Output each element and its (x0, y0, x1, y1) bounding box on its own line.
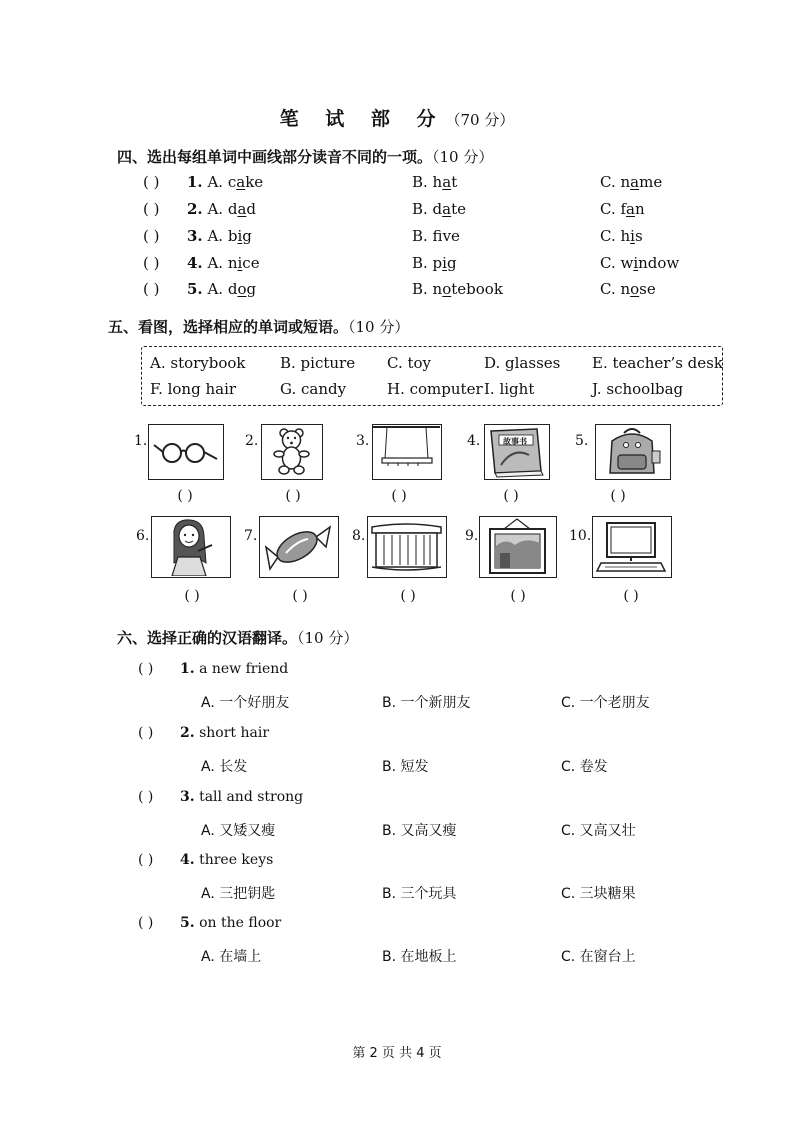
section4-points: （10 分） (432, 148, 494, 166)
picture-label: 9. (465, 528, 479, 544)
question-row (180, 789, 303, 805)
section4-heading (117, 146, 493, 167)
option-c-rest: s (634, 227, 643, 245)
underlined-letter: a (236, 173, 246, 191)
question-number: 4. (180, 852, 195, 868)
picture-label: 8. (352, 528, 366, 544)
option-a: A. 三把钥匙 (201, 886, 276, 902)
picture-1 (148, 424, 224, 480)
underlined-letter: i (633, 254, 639, 272)
picture-label: 3. (356, 433, 370, 449)
english-phrase: on the floor (199, 915, 282, 931)
paren[interactable]: ( ) (138, 725, 154, 741)
underlined-letter: a (237, 200, 247, 218)
word-bank-item: H. computer (387, 380, 483, 398)
answer-blank[interactable]: ( ) (610, 488, 626, 504)
answer-blank[interactable] (143, 173, 159, 191)
paren[interactable]: ( ) (143, 280, 160, 298)
option-b-cell (412, 173, 457, 191)
english-phrase: short hair (199, 725, 270, 741)
option-b-cell (382, 756, 429, 776)
option-c-rest: ndow (638, 254, 680, 272)
underlined-letter: a (442, 200, 452, 218)
teachers-desk-icon (368, 517, 445, 576)
answer-blank[interactable]: ( ) (510, 588, 526, 604)
option-c: C. w (600, 254, 634, 272)
word-bank-item: E. teacher’s desk (592, 354, 723, 372)
answer-blank[interactable] (143, 200, 159, 218)
option-c-cell (600, 173, 662, 191)
word-bank-item: J. schoolbag (592, 380, 684, 398)
option-c-cell (561, 946, 636, 966)
picture-label: 7. (244, 528, 258, 544)
question-number: 5. (187, 280, 203, 298)
option-b-cell (412, 254, 457, 272)
word-bank-item: I. light (484, 380, 535, 398)
answer-blank[interactable]: ( ) (503, 488, 519, 504)
underlined-letter: a (630, 173, 640, 191)
paren[interactable]: ( ) (138, 915, 154, 931)
paren[interactable]: ( ) (138, 789, 154, 805)
underlined-letter: i (442, 254, 447, 272)
storybook-icon (485, 425, 548, 478)
picture-7 (259, 516, 339, 578)
picture-label: 5. (575, 433, 589, 449)
picture-4 (484, 424, 550, 480)
underlined-letter: a (442, 173, 452, 191)
option-a: A. n (207, 254, 238, 272)
answer-blank[interactable] (143, 280, 159, 298)
picture-label: 2. (245, 433, 259, 449)
picture-2 (261, 424, 323, 480)
option-c: C. 又高又壮 (561, 823, 636, 839)
question-row (180, 852, 273, 868)
answer-blank[interactable] (138, 661, 153, 677)
question-row (187, 173, 263, 191)
framed-picture-icon (480, 517, 555, 576)
page-number: 第 2 页 共 4 页 (352, 1046, 442, 1061)
option-c-cell (600, 200, 645, 218)
option-a: A. 在墙上 (201, 949, 262, 965)
option-a-rest: g (246, 280, 257, 298)
option-b-cell (382, 820, 457, 840)
option-a-cell (201, 692, 289, 712)
option-c-cell (561, 883, 636, 903)
english-phrase: three keys (199, 852, 274, 868)
option-a-cell (201, 883, 275, 903)
option-a-cell (201, 946, 261, 966)
option-c: C. f (600, 200, 627, 218)
option-b: B. f (412, 227, 443, 245)
option-a: A. 又矮又瘦 (201, 823, 276, 839)
option-b: B. 又高又瘦 (382, 823, 457, 839)
option-a: A. c (207, 173, 237, 191)
answer-blank[interactable] (138, 789, 153, 805)
schoolbag-icon (596, 425, 669, 478)
title-text: 笔 试 部 分 (279, 108, 446, 130)
answer-blank[interactable]: ( ) (177, 488, 193, 504)
option-c: C. 在窗台上 (561, 949, 636, 965)
word-bank-item: F. long hair (150, 380, 237, 398)
option-b-rest: te (451, 200, 467, 218)
answer-blank[interactable] (143, 254, 159, 272)
option-c-rest: n (634, 200, 645, 218)
section6-heading (117, 627, 358, 648)
option-b: B. n (412, 280, 443, 298)
option-b-cell (412, 200, 466, 218)
glasses-icon (149, 425, 222, 478)
word-bank-item: G. candy (280, 380, 347, 398)
option-c: C. 卷发 (561, 759, 608, 775)
option-c: C. n (600, 280, 631, 298)
option-b: B. p (412, 254, 443, 272)
answer-blank[interactable] (138, 852, 153, 868)
underlined-letter: o (442, 280, 452, 298)
underlined-letter: i (237, 254, 243, 272)
option-a-rest: ke (245, 173, 264, 191)
section6-heading-text: 六、选择正确的汉语翻译。 (117, 629, 298, 647)
picture-label: 6. (136, 528, 150, 544)
question-row (180, 661, 288, 677)
question-row (180, 915, 281, 931)
option-a-rest: g (242, 227, 252, 245)
picture-6 (151, 516, 231, 578)
question-number: 3. (187, 227, 203, 245)
picture-5 (595, 424, 671, 480)
paren[interactable]: ( ) (138, 852, 154, 868)
long-hair-girl-icon (152, 517, 229, 576)
teddy-bear-icon (262, 425, 321, 478)
underlined-letter: a (626, 200, 635, 218)
storybook-title: 故事书 (503, 437, 527, 446)
option-b-cell (382, 946, 457, 966)
picture-3 (372, 424, 442, 480)
option-a: A. d (207, 280, 238, 298)
option-a: A. 一个好朋友 (201, 695, 290, 711)
option-c-cell (561, 692, 650, 712)
underlined-letter: i (630, 227, 635, 245)
option-c-cell (561, 756, 608, 776)
paren[interactable]: ( ) (143, 173, 160, 191)
option-b: B. d (412, 200, 443, 218)
section5-points: （10 分） (348, 318, 410, 336)
section5-heading (108, 316, 409, 337)
question-number: 1. (180, 661, 195, 677)
answer-blank[interactable]: ( ) (184, 588, 200, 604)
word-bank-item: B. picture (280, 354, 356, 372)
underlined-letter: o (630, 280, 640, 298)
picture-label: 1. (134, 433, 148, 449)
option-b-rest: g (446, 254, 457, 272)
option-b-cell (412, 227, 460, 245)
option-c-cell (600, 280, 656, 298)
question-row (187, 200, 256, 218)
option-b: B. h (412, 173, 443, 191)
answer-blank[interactable]: ( ) (623, 588, 639, 604)
option-b: B. 短发 (382, 759, 429, 775)
option-a-cell (201, 820, 275, 840)
option-a-cell (201, 756, 247, 776)
question-row (180, 725, 269, 741)
word-bank-item: D. glasses (484, 354, 561, 372)
option-b-cell (412, 280, 503, 298)
picture-9 (479, 516, 557, 578)
option-a-rest: ce (242, 254, 260, 272)
english-phrase: a new friend (199, 661, 289, 677)
picture-label: 10. (569, 528, 592, 544)
option-a: A. 长发 (201, 759, 248, 775)
option-b-rest: t (451, 173, 458, 191)
paren[interactable]: ( ) (138, 661, 154, 677)
picture-10 (592, 516, 672, 578)
question-row (187, 254, 260, 272)
answer-blank[interactable]: ( ) (400, 588, 416, 604)
answer-blank[interactable]: ( ) (391, 488, 407, 504)
word-bank-item: A. storybook (150, 354, 246, 372)
paren[interactable]: ( ) (143, 254, 160, 272)
paren[interactable]: ( ) (143, 200, 160, 218)
answer-blank[interactable]: ( ) (292, 588, 308, 604)
option-c-cell (600, 227, 643, 245)
option-b: B. 在地板上 (382, 949, 457, 965)
option-b-rest: tebook (451, 280, 503, 298)
option-c: C. 三块糖果 (561, 886, 636, 902)
section6-points: （10 分） (297, 629, 359, 647)
word-bank-item: C. toy (387, 354, 432, 372)
answer-blank[interactable] (138, 915, 153, 931)
answer-blank[interactable] (143, 227, 159, 245)
option-c-cell (561, 820, 636, 840)
option-c-cell (600, 254, 679, 272)
answer-blank[interactable]: ( ) (285, 488, 301, 504)
question-number: 3. (180, 789, 195, 805)
question-number: 2. (187, 200, 203, 218)
option-c: C. n (600, 173, 631, 191)
question-row (187, 227, 252, 245)
picture-8 (367, 516, 447, 578)
option-c: C. 一个老朋友 (561, 695, 650, 711)
candy-icon (260, 517, 337, 576)
section5-heading-text: 五、看图，选择相应的单词或短语。 (108, 318, 349, 336)
underlined-letter: i (237, 227, 243, 245)
computer-icon (593, 517, 670, 576)
ceiling-light-icon (373, 425, 440, 478)
english-phrase: tall and strong (199, 789, 304, 805)
question-row (187, 280, 256, 298)
answer-blank[interactable] (138, 725, 153, 741)
question-number: 1. (187, 173, 203, 191)
option-c-rest: me (639, 173, 663, 191)
underlined-letter: o (237, 280, 247, 298)
option-c: C. h (600, 227, 631, 245)
question-number: 2. (180, 725, 195, 741)
option-a-rest: d (246, 200, 256, 218)
option-c-rest: se (639, 280, 656, 298)
option-b-cell (382, 883, 457, 903)
option-b-cell (382, 692, 471, 712)
page-title (0, 104, 794, 131)
word-bank (141, 346, 723, 406)
option-b: B. 一个新朋友 (382, 695, 471, 711)
option-a: A. d (207, 200, 238, 218)
question-number: 5. (180, 915, 195, 931)
title-score: （70 分） (445, 111, 515, 129)
question-number: 4. (187, 254, 203, 272)
paren[interactable]: ( ) (143, 227, 160, 245)
option-b: B. 三个玩具 (382, 886, 457, 902)
section4-heading-text: 四、选出每组单词中画线部分读音不同的一项。 (117, 148, 433, 166)
picture-label: 4. (467, 433, 481, 449)
option-a: A. b (207, 227, 238, 245)
option-b-rest: ve (442, 227, 460, 245)
